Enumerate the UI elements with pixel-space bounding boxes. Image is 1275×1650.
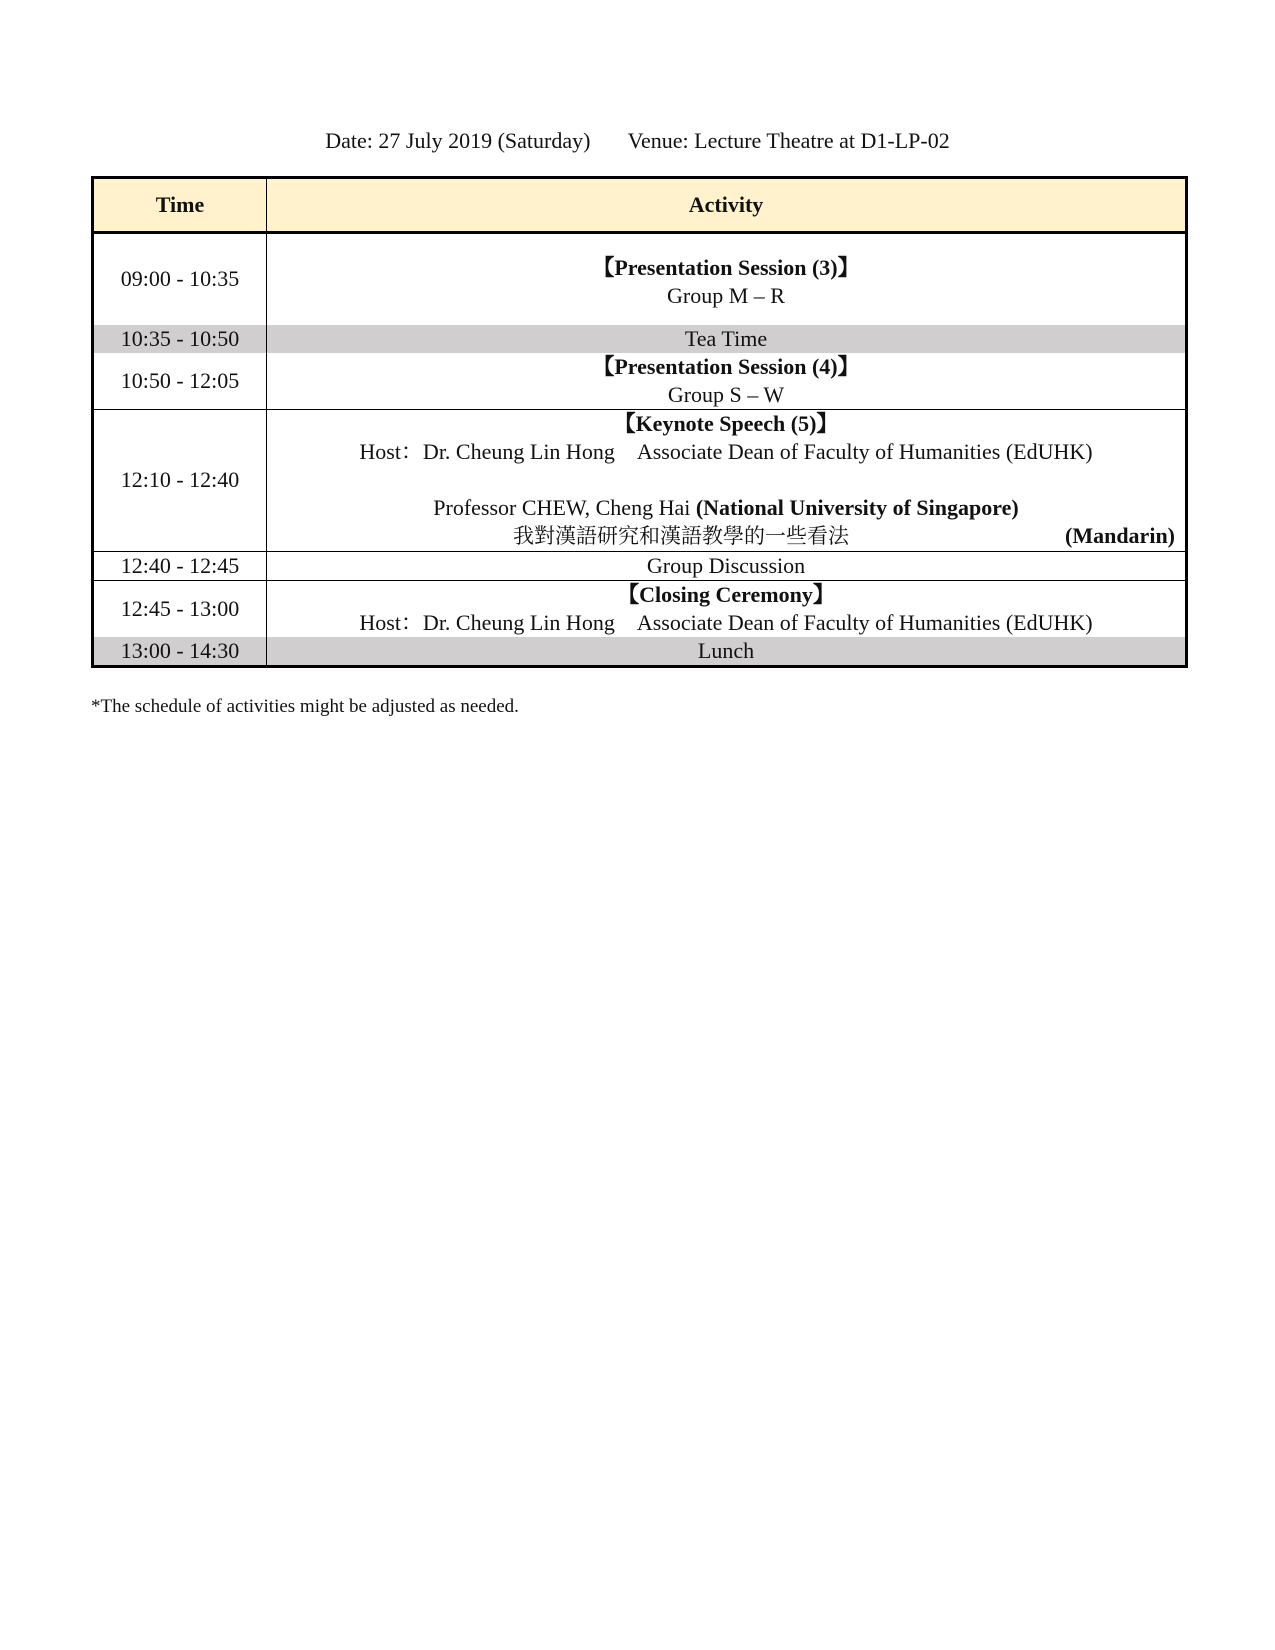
table-row — [93, 409, 1187, 551]
session-groups: Group S – W — [667, 381, 785, 407]
session-title: 【Closing Ceremony】 — [617, 581, 835, 607]
activity-cell — [267, 580, 1187, 637]
host-name: Host：Dr. Cheung Lin Hong — [359, 439, 615, 464]
speaker-line — [267, 494, 1185, 522]
time-cell: 09:00 - 10:35 — [93, 233, 267, 325]
time-cell: 10:50 - 12:05 — [93, 353, 267, 410]
table-row — [93, 325, 1187, 353]
table-row — [93, 233, 1187, 325]
event-venue: Venue: Lecture Theatre at D1-LP-02 — [627, 128, 950, 153]
schedule-header — [0, 128, 1275, 154]
schedule-table — [91, 176, 1188, 668]
table-row — [93, 637, 1187, 667]
activity-cell: Lunch — [267, 637, 1187, 667]
activity-cell: Tea Time — [267, 325, 1187, 353]
time-cell: 13:00 - 14:30 — [93, 637, 267, 667]
talk-language: (Mandarin) — [1065, 523, 1175, 548]
host-name: Host：Dr. Cheung Lin Hong — [359, 609, 615, 635]
time-cell: 12:45 - 13:00 — [93, 580, 267, 637]
host-line — [267, 438, 1185, 466]
activity-cell: Group Discussion — [267, 551, 1187, 580]
event-date: Date: 27 July 2019 (Saturday) — [325, 128, 591, 153]
session-title: 【Presentation Session (3)】 — [592, 255, 860, 281]
activity-cell — [267, 409, 1187, 551]
time-cell: 12:10 - 12:40 — [93, 409, 267, 551]
footnote: *The schedule of activities might be adjusted as needed. — [91, 696, 519, 717]
talk-line — [267, 522, 1185, 550]
speaker-name: Professor CHEW, Cheng Hai — [433, 495, 691, 520]
activity-cell — [267, 233, 1187, 325]
table-header-row — [93, 178, 1187, 233]
column-header-activity: Activity — [267, 178, 1187, 233]
column-header-time: Time — [93, 178, 267, 233]
activity-cell — [267, 353, 1187, 410]
host-role: Associate Dean of Faculty of Humanities (EdUHK) — [636, 609, 1093, 635]
spacer — [267, 466, 1185, 494]
session-groups: Group M – R — [667, 283, 785, 309]
speaker-affiliation: (National University of Singapore) — [695, 495, 1019, 520]
session-title: 【Presentation Session (4)】 — [592, 353, 860, 379]
time-cell: 10:35 - 10:50 — [93, 325, 267, 353]
host-role: Associate Dean of Faculty of Humanities (EdUHK) — [636, 439, 1093, 464]
table-row — [93, 551, 1187, 580]
host-line — [267, 609, 1185, 637]
session-title: 【Keynote Speech (5)】 — [613, 411, 839, 436]
table-row — [93, 353, 1187, 410]
table-row — [93, 580, 1187, 637]
time-cell: 12:40 - 12:45 — [93, 551, 267, 580]
talk-title: 我對漢語研究和漢語教學的一些看法 — [513, 524, 849, 548]
